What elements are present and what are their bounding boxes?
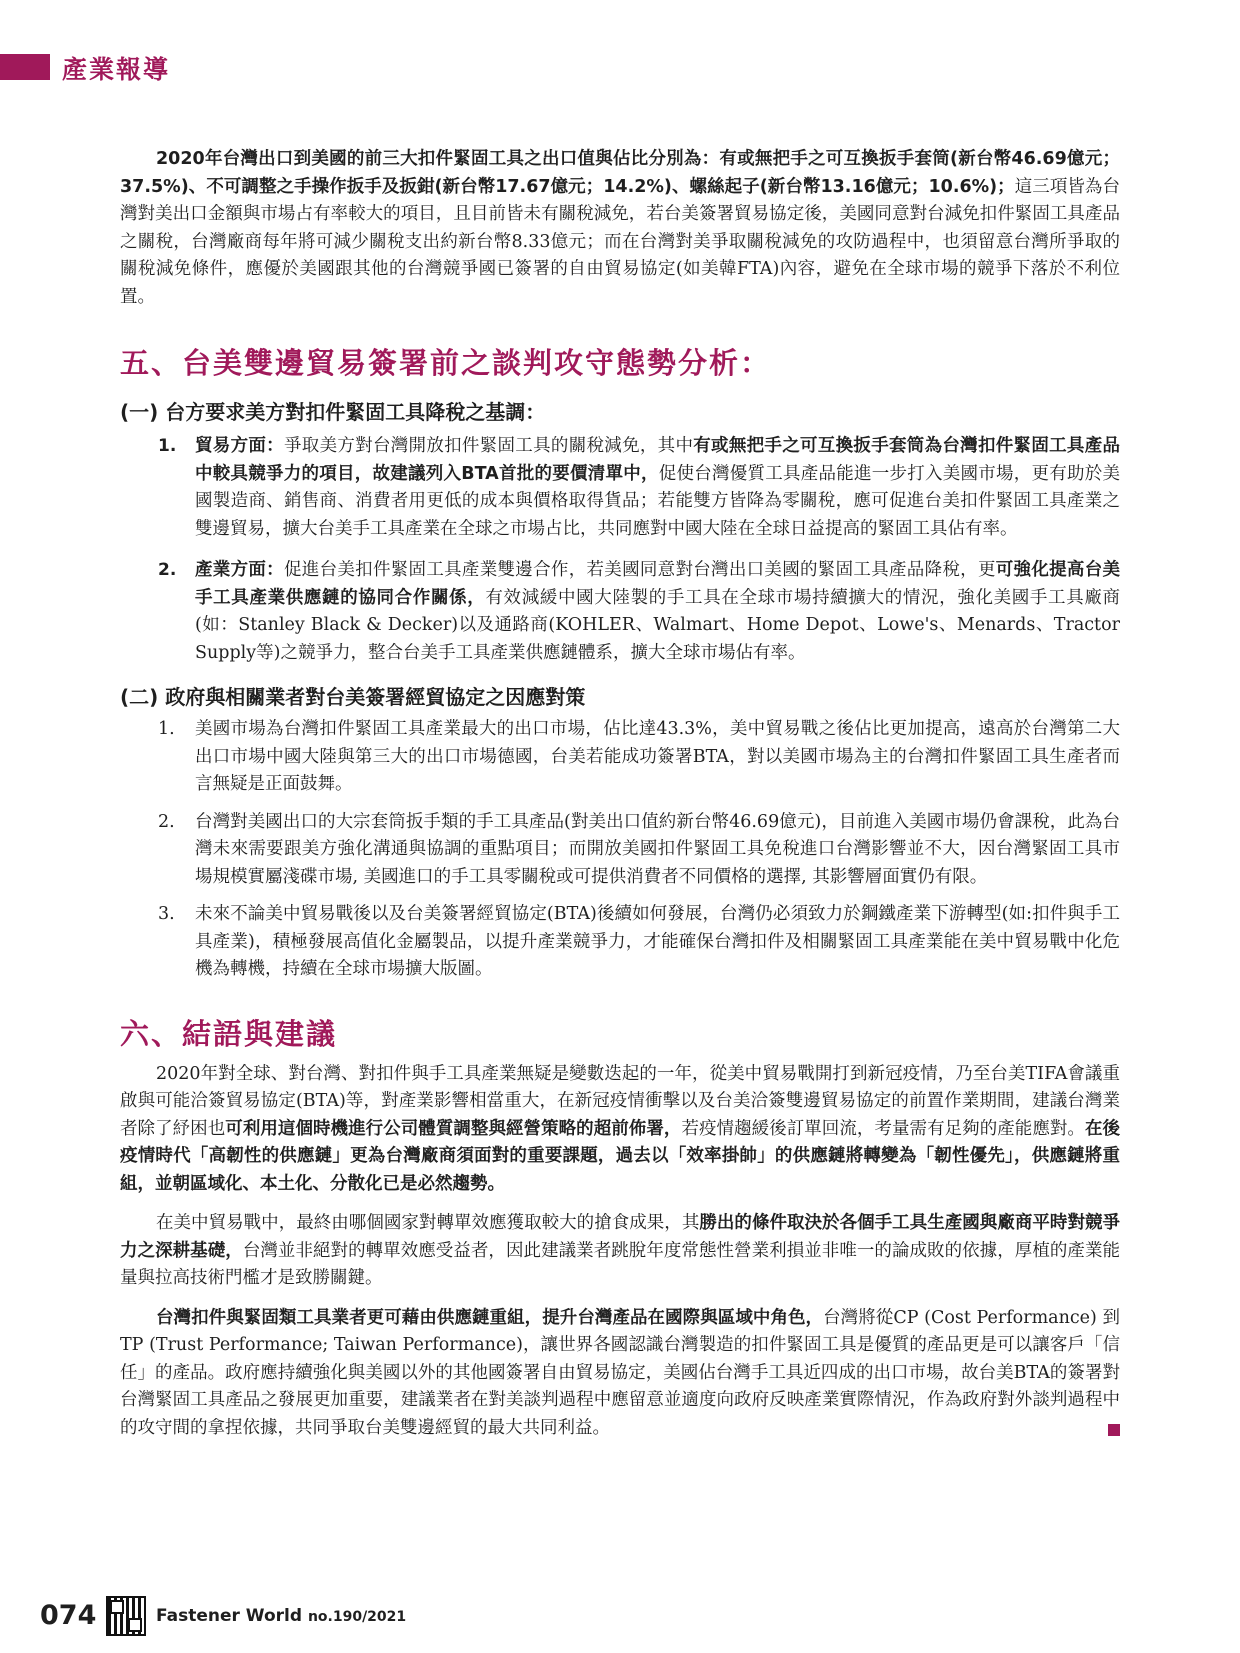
end-mark-icon bbox=[1108, 1424, 1120, 1436]
article-body bbox=[120, 146, 1120, 1442]
list-item bbox=[120, 716, 1120, 799]
para-text: 在美中貿易戰中，最終由哪個國家對轉單效應獲取較大的搶食成果，其 bbox=[156, 1213, 700, 1233]
header-accent-bar bbox=[0, 54, 50, 80]
subsection-2-heading: (二) 政府與相關業者對台美簽署經貿協定之因應對策 bbox=[120, 685, 586, 709]
intro-bold: 2020年台灣出口到美國的前三大扣件緊固工具之出口值與佔比分別為：有或無把手之可互換扳手套筒(新台幣46.69億元；37.5%)、不可調整之手操作扳手及扳鉗(新台幣17.67億元；14.2%)、螺絲起子(新台幣13.16億元；10.6%)； bbox=[120, 149, 1120, 197]
item-bold: 有或無把手之可互換扳手套筒為台灣扣件緊固工具產品中較具競爭力的項目，故建議列入BTA首批的要價清單中， bbox=[195, 436, 1121, 484]
intro-paragraph bbox=[120, 146, 1120, 311]
conclusion-paragraph-2 bbox=[120, 1210, 1120, 1293]
magazine-name bbox=[156, 1606, 406, 1626]
item-lead: 產業方面： bbox=[195, 560, 284, 580]
para-text: 2020年對全球、對台灣、對扣件與手工具產業無疑是變數迭起的一年，從美中貿易戰開打到新冠疫情，乃至台美TIFA會議重啟與可能洽簽貿易協定(BTA)等，對產業影響相當重大，在新冠疫情衝擊以及台美洽簽雙邊貿易協定的前置作業期間，建議台灣業者除了紓困也 bbox=[120, 1063, 1120, 1139]
subsection-1-heading: (一) 台方要求美方對扣件緊固工具降稅之基調： bbox=[120, 400, 546, 424]
item-text: 有效減緩中國大陸製的手工具在全球市場持續擴大的情況，強化美國手工具廠商(如：Stanley Black & Decker)以及通路商(KOHLER、Walmart、Home Depot、Lowe's、Menards、Tractor Supply等)之競爭力，整合台美手工具產業供應鏈體系，擴大全球市場佔有率。 bbox=[195, 587, 1121, 663]
para-text: 台灣並非絕對的轉單效應受益者，因此建議業者跳脫年度常態性營業利損並非唯一的論成敗的依據，厚植的產業能量與拉高技術門檻才是致勝關鍵。 bbox=[120, 1240, 1120, 1288]
list-number: 3. bbox=[158, 904, 175, 924]
para-bold: 可利用這個時機進行公司體質調整與經營策略的超前佈署， bbox=[225, 1118, 682, 1139]
item-bold: 可強化提高台美手工具產業供應鏈的協同合作關係， bbox=[195, 560, 1121, 608]
para-text: 若疫情趨緩後訂單回流，考量需有足夠的產能應對。 bbox=[681, 1118, 1085, 1139]
page-number: 074 bbox=[40, 1600, 97, 1631]
conclusion-paragraph-3 bbox=[120, 1305, 1120, 1443]
qr-code-icon bbox=[106, 1596, 146, 1636]
item-text: 促使台灣優質工具產品能進一步打入美國市場，更有助於美國製造商、銷售商、消費者用更低的成本與價格取得貨品；若能雙方皆降為零關稅，應可促進台美扣件緊固工具產業之雙邊貿易，擴大台美手工具產業在全球之市場占比，共同應對中國大陸在全球日益提高的緊固工具佔有率。 bbox=[195, 463, 1120, 539]
list-number: 2. bbox=[158, 560, 177, 580]
para-text: 台灣將從CP (Cost Performance) 到TP (Trust Performance; Taiwan Performance)，讓世界各國認識台灣製造的扣件緊固工具是優質的產品更是可以讓客戶「信任」的產品。政府應持續強化與美國以外的其他國簽署自由貿易協定，美國佔台灣手工具近四成的出口市場，故台美BTA的簽署對台灣緊固工具產品之發展更加重要，建議業者在對美談判過程中應留意並適度向政府反映產業實際情況，作為政府對外談判過程中的攻守間的拿捏依據，共同爭取台美雙邊經貿的最大共同利益。 bbox=[120, 1307, 1120, 1438]
para-bold: 勝出的條件取決於各個手工具生產國與廠商平時對競爭力之深耕基礎， bbox=[120, 1213, 1120, 1261]
list-item bbox=[120, 901, 1120, 984]
list-item-text: 未來不論美中貿易戰後以及台美簽署經貿協定(BTA)後續如何發展，台灣仍必須致力於鋼鐵產業下游轉型(如:扣件與手工具產業)，積極發展高值化金屬製品，以提升產業競爭力，才能確保台灣扣件及相關緊固工具產業能在美中貿易戰中化危機為轉機，持續在全球市場擴大版圖。 bbox=[195, 904, 1120, 979]
list-item bbox=[120, 433, 1120, 543]
list-number: 1. bbox=[158, 436, 177, 456]
list-number: 2. bbox=[158, 811, 175, 832]
list-item-text: 美國市場為台灣扣件緊固工具產業最大的出口市場，佔比達43.3%，美中貿易戰之後佔比更加提高，遠高於台灣第二大出口市場中國大陸與第三大的出口市場德國，台美若能成功簽署BTA，對以美國市場為主的台灣扣件緊固工具生產者而言無疑是正面鼓舞。 bbox=[195, 719, 1120, 794]
page-footer bbox=[40, 1594, 640, 1640]
list-item-text bbox=[195, 433, 1120, 543]
list-item-text bbox=[195, 557, 1120, 667]
list-item bbox=[120, 809, 1120, 892]
intro-text: 這三項皆為台灣對美出口金額與市場占有率較大的項目，且目前皆未有關稅減免，若台美簽署貿易協定後，美國同意對台減免扣件緊固工具產品之關稅，台灣廠商每年將可減少關稅支出約新台幣8.33億元；而在台灣對美爭取關稅減免的攻防過程中，也須留意台灣所爭取的關稅減免條件，應優於美國跟其他的台灣競爭國已簽署的自由貿易協定(如美韓FTA)內容，避免在全球市場的競爭下落於不利位置。 bbox=[120, 176, 1120, 307]
item-text: 爭取美方對台灣開放扣件緊固工具的關稅減免，其中 bbox=[283, 436, 694, 456]
section-label: 產業報導 bbox=[62, 55, 171, 84]
magazine-title: Fastener World bbox=[156, 1606, 303, 1626]
list-number: 1. bbox=[158, 719, 175, 739]
section-5-heading: 五、台美雙邊貿易簽署前之談判攻守態勢分析： bbox=[120, 346, 772, 380]
para-bold: 台灣扣件與緊固類工具業者更可藉由供應鏈重組，提升台灣產品在國際與區域中角色， bbox=[156, 1307, 824, 1328]
item-text: 促進台美扣件緊固工具產業雙邊合作，若美國同意對台灣出口美國的緊固工具產品降稅，更 bbox=[283, 560, 996, 580]
conclusion-paragraph-1 bbox=[120, 1061, 1120, 1199]
list-item bbox=[120, 557, 1120, 667]
para-bold: 在後疫情時代「高韌性的供應鏈」更為台灣廠商須面對的重要課題，過去以「效率掛帥」的供應鏈將轉變為「韌性優先」，供應鏈將重組，並朝區域化、本土化、分散化已是必然趨勢。 bbox=[120, 1118, 1121, 1194]
section-6-heading: 六、結語與建議 bbox=[120, 1016, 338, 1051]
list-item-text: 台灣對美國出口的大宗套筒扳手類的手工具產品(對美出口值約新台幣46.69億元)，目前進入美國市場仍會課稅，此為台灣未來需要跟美方強化溝通與協調的重點項目；而開放美國扣件緊固工具免稅進口台灣影響並不大，因台灣緊固工具市場規模實屬淺碟市場, 美國進口的手工具零關稅或可提供消費者不同價格的選擇, 其影響層面實仍有限。 bbox=[195, 811, 1120, 887]
issue-number: no.190/2021 bbox=[307, 1609, 407, 1625]
item-lead: 貿易方面： bbox=[195, 436, 284, 456]
